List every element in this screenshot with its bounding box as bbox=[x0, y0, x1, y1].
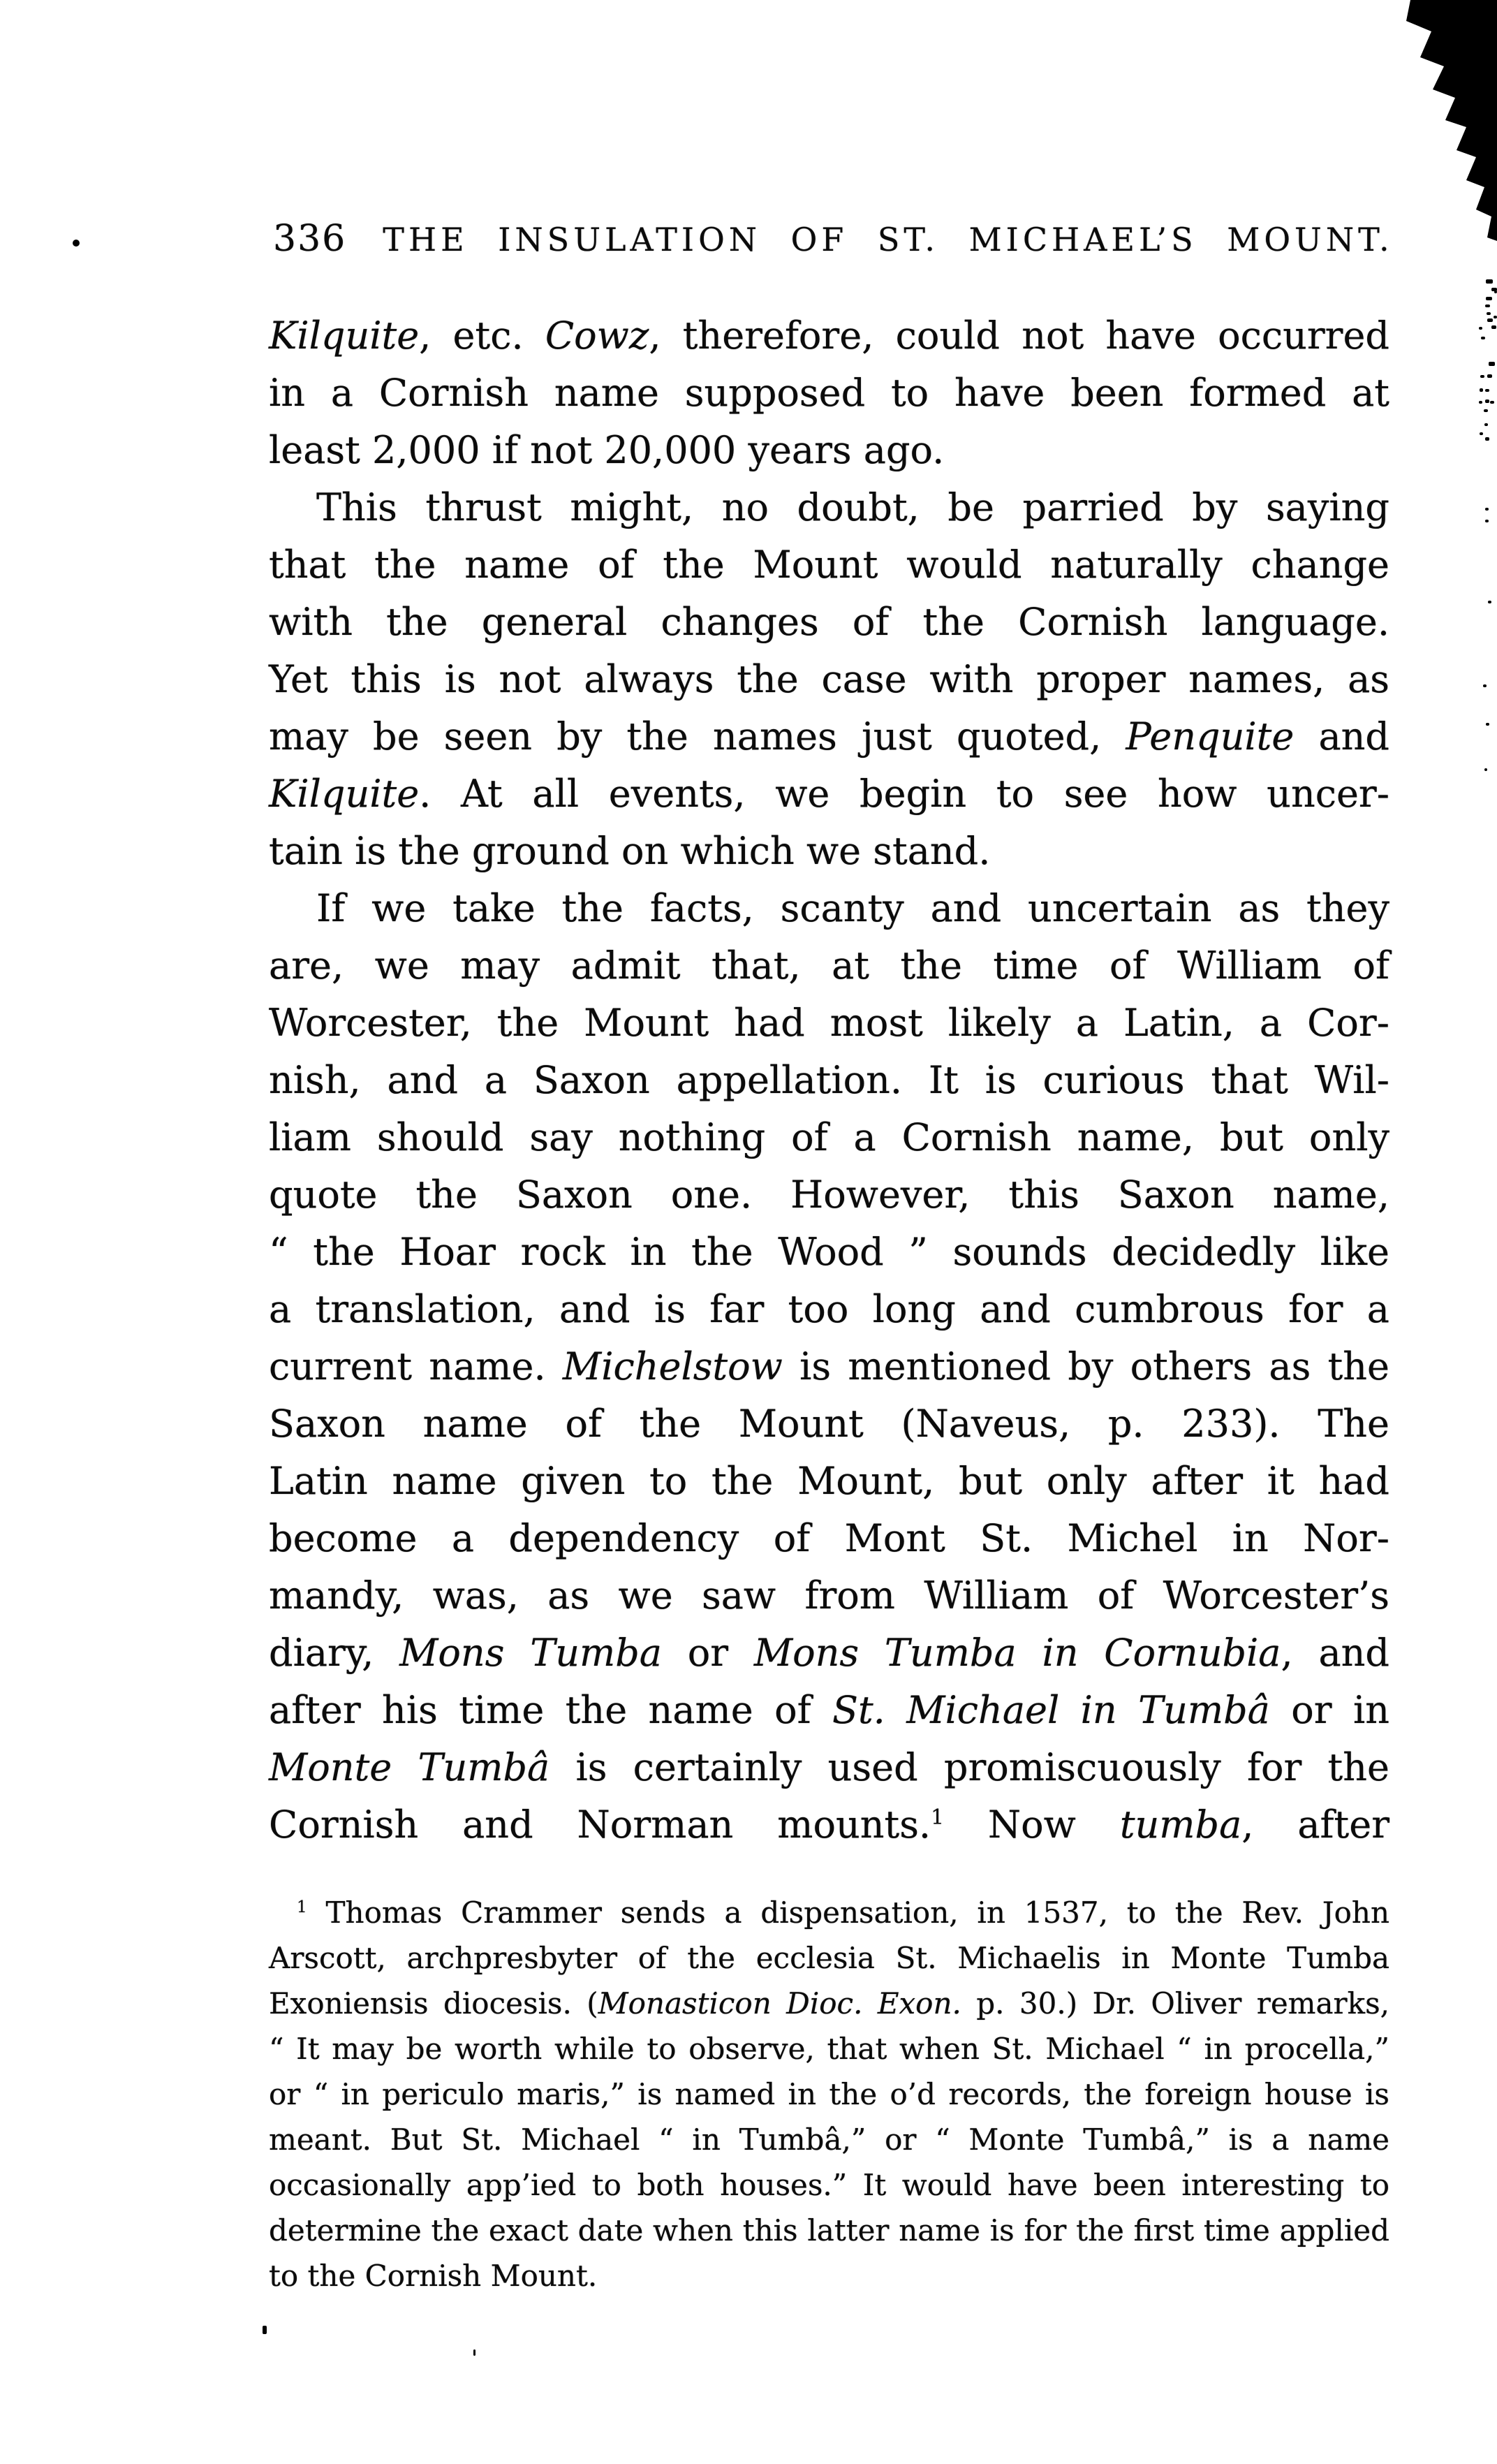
text-line: to the Cornish Mount. bbox=[269, 2259, 598, 2293]
text-line: liam should say nothing of a Cornish name, but only bbox=[269, 1115, 1389, 1159]
text-line: diary, Mons Tumba or Mons Tumba in Cornubia, and bbox=[269, 1631, 1389, 1675]
text-line: become a dependency of Mont St. Michel in Nor- bbox=[269, 1516, 1389, 1560]
scan-speck bbox=[1494, 316, 1497, 318]
scan-speck bbox=[1486, 297, 1492, 300]
text-line: after his time the name of St. Michael in Tumbâ or in bbox=[269, 1688, 1390, 1732]
scan-speck bbox=[1485, 305, 1490, 307]
page-number: 336 bbox=[273, 218, 347, 260]
scan-speck bbox=[1494, 291, 1497, 293]
scan-speck bbox=[1486, 279, 1493, 284]
scan-speck bbox=[1484, 423, 1488, 426]
scan-speck bbox=[1485, 389, 1489, 392]
ink-blob-artifact bbox=[1389, 0, 1497, 258]
scan-speck bbox=[1481, 337, 1485, 339]
page-header bbox=[269, 218, 1394, 260]
scan-speck bbox=[1491, 325, 1496, 329]
scan-speck bbox=[1485, 437, 1489, 441]
scan-speck bbox=[1485, 508, 1489, 511]
text-line: least 2,000 if not 20,000 years ago. bbox=[269, 428, 945, 472]
scan-speck bbox=[1485, 399, 1489, 403]
scan-speck bbox=[1480, 375, 1484, 378]
scan-speck bbox=[1480, 432, 1483, 435]
text-line: Latin name given to the Mount, but only after it had bbox=[269, 1459, 1389, 1503]
scan-speck bbox=[1479, 327, 1482, 330]
text-line: Kilquite, etc. Cowz, therefore, could not have occurred bbox=[269, 314, 1389, 358]
scan-speck bbox=[1487, 312, 1491, 315]
text-line: meant. But St. Michael “ in Tumbâ,” or “ Monte Tumbâ,” is a name bbox=[269, 2122, 1389, 2157]
text-line: This thrust might, no doubt, be parried by saying bbox=[316, 485, 1389, 529]
running-title: THE INSULATION OF ST. MICHAEL’S MOUNT. bbox=[383, 221, 1394, 258]
text-line: mandy, was, as we saw from William of Worcester’s bbox=[269, 1574, 1389, 1618]
scan-speck bbox=[1490, 401, 1494, 404]
scan-speck bbox=[473, 2349, 475, 2356]
body-text bbox=[269, 307, 1389, 1854]
scan-speck bbox=[1488, 601, 1491, 603]
text-line: If we take the facts, scanty and uncertain as they bbox=[316, 886, 1389, 930]
scan-speck bbox=[1480, 388, 1483, 392]
text-line: Saxon name of the Mount (Naveus, p. 233). The bbox=[269, 1402, 1389, 1446]
text-line: Cornish and Norman mounts.$^1$ Now tumba, after bbox=[269, 1803, 1390, 1847]
text-line: current name. Michelstow is mentioned by others as the bbox=[269, 1344, 1389, 1388]
text-line: occasionally app’ied to both houses.” It would have been interesting to bbox=[269, 2168, 1389, 2202]
text-line: “ the Hoar rock in the Wood ” sounds decidedly like bbox=[269, 1230, 1389, 1274]
text-line: nish, and a Saxon appellation. It is curious that Wil- bbox=[269, 1058, 1389, 1102]
scan-speck bbox=[73, 240, 80, 247]
text-line: quote the Saxon one. However, this Saxon name, bbox=[269, 1173, 1389, 1217]
scan-speck bbox=[1484, 768, 1487, 771]
scan-speck bbox=[1483, 684, 1487, 687]
text-line: with the general changes of the Cornish language. bbox=[269, 600, 1389, 644]
scan-speck bbox=[1487, 318, 1493, 322]
text-line: that the name of the Mount would naturally change bbox=[269, 543, 1389, 587]
scan-speck bbox=[1479, 401, 1482, 404]
text-line: Yet this is not always the case with proper names, as bbox=[269, 657, 1389, 701]
text-line: Monte Tumbâ is certainly used promiscuously for the bbox=[269, 1745, 1389, 1789]
text-line: “ It may be worth while to observe, that when St. Michael “ in procella,” bbox=[269, 2032, 1389, 2066]
text-line: determine the exact date when this latter name is for the first time applied bbox=[269, 2213, 1389, 2247]
text-line: Arscott, archpresbyter of the ecclesia St. Michaelis in Monte Tumba bbox=[269, 1941, 1389, 1975]
text-line: in a Cornish name supposed to have been formed at bbox=[269, 371, 1389, 415]
text-line: Kilquite. At all events, we begin to see how uncer- bbox=[269, 772, 1389, 816]
scan-speck bbox=[1485, 520, 1489, 522]
text-line: are, we may admit that, at the time of William of bbox=[269, 944, 1389, 988]
text-line: a translation, and is far too long and cumbrous for a bbox=[269, 1287, 1389, 1331]
scan-speck bbox=[263, 2326, 267, 2334]
text-line: Exoniensis diocesis. (Monasticon Dioc. Exon. p. 30.) Dr. Oliver remarks, bbox=[269, 1986, 1389, 2021]
scan-speck bbox=[1486, 723, 1489, 726]
text-line: $^1$ Thomas Crammer sends a dispensation, in 1537, to the Rev. John bbox=[297, 1895, 1389, 1930]
scan-speck bbox=[1487, 374, 1492, 378]
text-line: tain is the ground on which we stand. bbox=[269, 829, 991, 873]
text-line: may be seen by the names just quoted, Penquite and bbox=[269, 714, 1389, 758]
footnote bbox=[269, 1890, 1389, 2298]
scan-speck bbox=[1484, 409, 1488, 412]
scan-speck bbox=[1489, 362, 1495, 366]
text-line: or “ in periculo maris,” is named in the o’d records, the foreign house is bbox=[269, 2077, 1389, 2111]
text-line: Worcester, the Mount had most likely a Latin, a Cor- bbox=[269, 1001, 1389, 1045]
